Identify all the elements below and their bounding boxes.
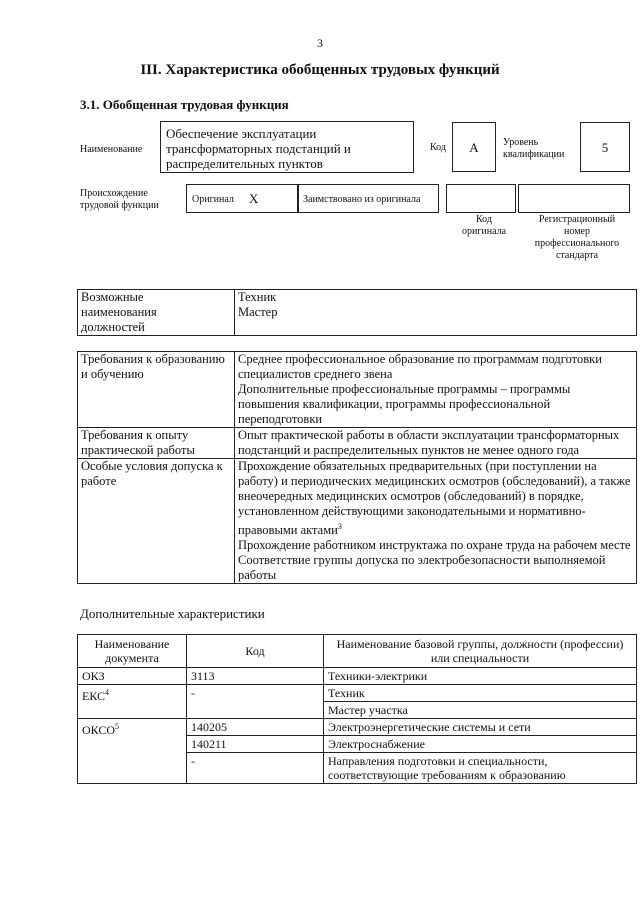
requirement-row bbox=[78, 428, 637, 459]
requirement-row bbox=[78, 459, 637, 584]
name-cell: Электроснабжение bbox=[324, 736, 637, 753]
subsection-title: 3.1. Обобщенная трудовая функция bbox=[80, 97, 289, 112]
requirement-row bbox=[78, 352, 637, 428]
borrowed-label: Заимствовано из оригинала bbox=[303, 194, 421, 205]
origin-label bbox=[80, 188, 159, 212]
doc-cell bbox=[78, 719, 187, 784]
doc-cell bbox=[78, 685, 187, 719]
possible-titles-table bbox=[77, 289, 637, 336]
name-cell: Мастер участка bbox=[324, 702, 637, 719]
job-title: Мастер bbox=[238, 305, 278, 319]
footnote-marker: 4 bbox=[105, 688, 110, 697]
requirement-label: Требования к опыту практической работы bbox=[78, 428, 235, 459]
additional-table bbox=[77, 634, 637, 784]
caption-line: Регистрационный bbox=[538, 214, 616, 225]
label-line: Возможные bbox=[81, 290, 144, 304]
requirement-value bbox=[235, 352, 637, 428]
requirement-paragraph: Опыт практической работы в области эксплуатации трансформаторных подстанций и распределительных пунктов не менее одного года bbox=[238, 428, 620, 457]
original-mark: X bbox=[249, 191, 259, 206]
job-title: Техник bbox=[238, 290, 277, 304]
page-number: 3 bbox=[317, 36, 323, 50]
caption-line: Код bbox=[476, 214, 492, 225]
code-cell: 140205 bbox=[187, 719, 324, 736]
original-label: Оригинал bbox=[192, 194, 234, 205]
caption-line: номер bbox=[564, 226, 590, 237]
doc-cell bbox=[78, 668, 187, 685]
table-row bbox=[78, 719, 637, 736]
original-code-box bbox=[446, 184, 516, 213]
label-line: должностей bbox=[81, 320, 145, 334]
header-name: Наименование базовой группы, должности (профессии) или специальности bbox=[324, 635, 637, 668]
requirement-text: Прохождение обязательных предварительных (при поступлении на работу) и периодических медицинских осмотров (обследований), а также внеочередных медицинских осмотров (обследований) в порядке, установленном действующими законодательными и нормативно-правовыми актами bbox=[238, 459, 631, 538]
label-line: наименования bbox=[81, 305, 157, 319]
function-name-line: распределительных пунктов bbox=[166, 156, 323, 171]
possible-titles-values bbox=[235, 290, 637, 336]
origin-label-line: Происхождение bbox=[80, 188, 148, 199]
requirements-table bbox=[77, 351, 637, 584]
requirement-value bbox=[235, 459, 637, 584]
requirement-label: Особые условия допуска к работе bbox=[78, 459, 235, 584]
doc-name: ОКЗ bbox=[82, 669, 105, 683]
caption-line: оригинала bbox=[461, 226, 507, 237]
table-row bbox=[78, 668, 637, 685]
header-row bbox=[78, 635, 637, 668]
borrowed-box bbox=[298, 184, 439, 213]
qualification-level: 5 bbox=[580, 122, 630, 172]
origin-label-line: трудовой функции bbox=[80, 200, 159, 211]
requirement-paragraph: Прохождение работником инструктажа по охране труда на рабочем месте bbox=[238, 538, 631, 553]
caption-line: профессионального bbox=[534, 238, 620, 249]
registration-caption bbox=[524, 214, 630, 262]
original-code-caption bbox=[446, 214, 522, 238]
function-code: A bbox=[452, 122, 496, 172]
code-cell: - bbox=[187, 753, 324, 784]
section-title: III. Характеристика обобщенных трудовых функций bbox=[140, 62, 500, 78]
name-cell: Техники-электрики bbox=[324, 668, 637, 685]
function-name-box bbox=[160, 121, 414, 173]
footnote-marker: 3 bbox=[337, 522, 342, 531]
original-box bbox=[186, 184, 298, 213]
function-name-line: трансформаторных подстанций и bbox=[166, 141, 351, 156]
header-document: Наименование документа bbox=[78, 635, 187, 668]
name-cell: Техник bbox=[324, 685, 637, 702]
requirement-paragraph bbox=[238, 459, 633, 538]
function-name-line: Обеспечение эксплуатации bbox=[166, 126, 317, 141]
name-cell: Направления подготовки и специальности, соответствующие требованиям к образованию bbox=[324, 753, 637, 784]
requirement-paragraph: Дополнительные профессиональные программы – программы повышения квалификации, программы профессиональной переподготовки bbox=[238, 382, 571, 426]
name-label: Наименование bbox=[80, 144, 143, 155]
doc-name: ЕКС bbox=[82, 689, 106, 703]
requirement-paragraph: Среднее профессиональное образование по программам подготовки специалистов среднего звена bbox=[238, 352, 602, 381]
caption-line: стандарта bbox=[555, 250, 599, 261]
registration-number-box bbox=[518, 184, 630, 213]
code-cell: - bbox=[187, 685, 324, 719]
code-cell: 140211 bbox=[187, 736, 324, 753]
level-label-line: Уровень bbox=[503, 137, 539, 148]
level-label-line: квалификации bbox=[503, 149, 565, 160]
requirement-paragraph: Соответствие группы допуска по электробезопасности выполняемой работы bbox=[238, 553, 606, 583]
requirement-value bbox=[235, 428, 637, 459]
header-code: Код bbox=[187, 635, 324, 668]
level-label bbox=[503, 137, 564, 161]
possible-titles-label bbox=[78, 290, 235, 336]
table-row bbox=[78, 685, 637, 702]
additional-title: Дополнительные характеристики bbox=[80, 606, 265, 621]
doc-name: ОКСО bbox=[82, 723, 116, 737]
code-cell: 3113 bbox=[187, 668, 324, 685]
name-cell: Электроэнергетические системы и сети bbox=[324, 719, 637, 736]
footnote-marker: 5 bbox=[115, 722, 120, 731]
code-label: Код bbox=[430, 142, 446, 153]
requirement-label: Требования к образованию и обучению bbox=[78, 352, 235, 428]
